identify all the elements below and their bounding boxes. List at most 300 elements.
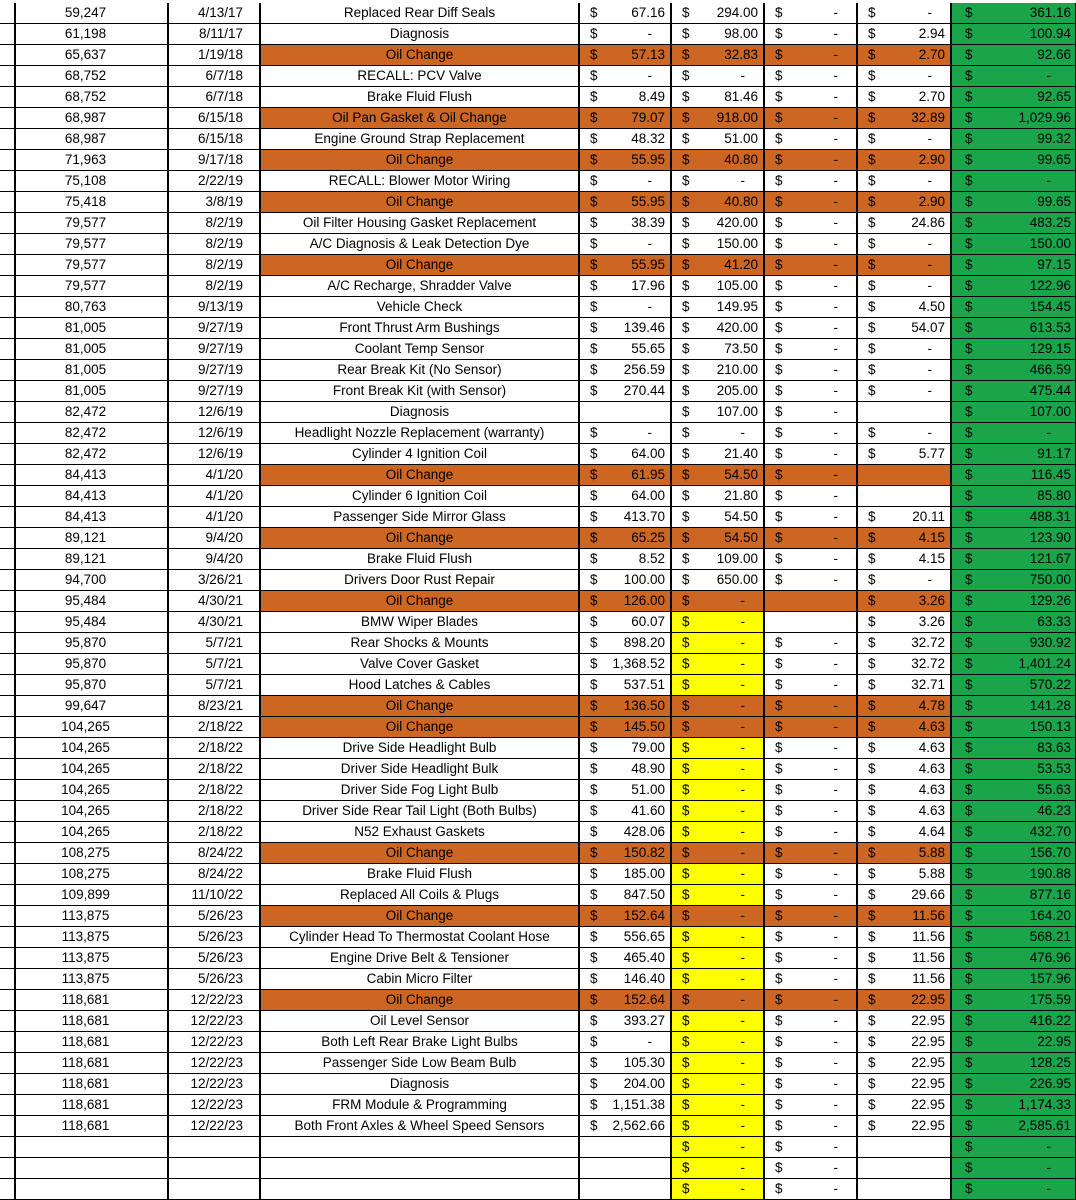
parts-cell[interactable] [578, 1179, 670, 1200]
labor-cell[interactable] [670, 780, 763, 801]
parts-cell[interactable] [578, 1074, 670, 1095]
fee-cell[interactable] [763, 297, 856, 318]
mileage-cell[interactable]: 95,484 [14, 591, 167, 612]
service-cell[interactable]: Cylinder Head To Thermostat Coolant Hose [259, 927, 578, 948]
date-cell[interactable]: 2/18/22 [167, 717, 259, 738]
parts-cell[interactable] [578, 444, 670, 465]
mileage-cell[interactable]: 118,681 [14, 1011, 167, 1032]
parts-cell[interactable] [578, 45, 670, 66]
fee-cell[interactable] [763, 381, 856, 402]
total-cell[interactable] [950, 696, 1076, 717]
total-cell[interactable] [950, 591, 1076, 612]
parts-cell[interactable] [578, 402, 670, 423]
tax-cell[interactable] [856, 528, 950, 549]
labor-cell[interactable] [670, 507, 763, 528]
tax-cell[interactable] [856, 213, 950, 234]
service-cell[interactable]: Oil Filter Housing Gasket Replacement [259, 213, 578, 234]
total-cell[interactable] [950, 528, 1076, 549]
tax-cell[interactable] [856, 1053, 950, 1074]
fee-cell[interactable] [763, 969, 856, 990]
date-cell[interactable]: 12/6/19 [167, 402, 259, 423]
labor-cell[interactable] [670, 864, 763, 885]
tax-cell[interactable] [856, 738, 950, 759]
mileage-cell[interactable]: 68,752 [14, 66, 167, 87]
labor-cell[interactable] [670, 45, 763, 66]
service-cell[interactable]: Rear Break Kit (No Sensor) [259, 360, 578, 381]
tax-cell[interactable] [856, 1032, 950, 1053]
date-cell[interactable]: 12/22/23 [167, 1095, 259, 1116]
service-cell[interactable]: Passenger Side Mirror Glass [259, 507, 578, 528]
tax-cell[interactable] [856, 276, 950, 297]
date-cell[interactable]: 8/2/19 [167, 276, 259, 297]
total-cell[interactable] [950, 1074, 1076, 1095]
tax-cell[interactable] [856, 570, 950, 591]
service-cell[interactable]: Valve Cover Gasket [259, 654, 578, 675]
date-cell[interactable]: 8/24/22 [167, 864, 259, 885]
parts-cell[interactable] [578, 192, 670, 213]
fee-cell[interactable] [763, 864, 856, 885]
service-cell[interactable] [259, 1137, 578, 1158]
parts-cell[interactable] [578, 423, 670, 444]
mileage-cell[interactable]: 94,700 [14, 570, 167, 591]
labor-cell[interactable] [670, 381, 763, 402]
parts-cell[interactable] [578, 990, 670, 1011]
fee-cell[interactable] [763, 255, 856, 276]
fee-cell[interactable] [763, 1095, 856, 1116]
total-cell[interactable] [950, 969, 1076, 990]
parts-cell[interactable] [578, 696, 670, 717]
fee-cell[interactable] [763, 276, 856, 297]
date-cell[interactable]: 3/26/21 [167, 570, 259, 591]
tax-cell[interactable] [856, 1116, 950, 1137]
date-cell[interactable]: 12/22/23 [167, 1032, 259, 1053]
date-cell[interactable]: 12/6/19 [167, 423, 259, 444]
date-cell[interactable]: 12/22/23 [167, 1116, 259, 1137]
total-cell[interactable] [950, 318, 1076, 339]
fee-cell[interactable] [763, 822, 856, 843]
service-cell[interactable]: Oil Change [259, 906, 578, 927]
fee-cell[interactable] [763, 948, 856, 969]
fee-cell[interactable] [763, 318, 856, 339]
mileage-cell[interactable]: 113,875 [14, 969, 167, 990]
date-cell[interactable]: 4/1/20 [167, 486, 259, 507]
tax-cell[interactable] [856, 864, 950, 885]
fee-cell[interactable] [763, 927, 856, 948]
tax-cell[interactable] [856, 885, 950, 906]
service-cell[interactable]: Driver Side Rear Tail Light (Both Bulbs) [259, 801, 578, 822]
fee-cell[interactable] [763, 444, 856, 465]
mileage-cell[interactable]: 82,472 [14, 402, 167, 423]
date-cell[interactable]: 9/4/20 [167, 528, 259, 549]
date-cell[interactable]: 5/7/21 [167, 654, 259, 675]
tax-cell[interactable] [856, 759, 950, 780]
fee-cell[interactable] [763, 45, 856, 66]
mileage-cell[interactable]: 82,472 [14, 444, 167, 465]
tax-cell[interactable] [856, 45, 950, 66]
date-cell[interactable]: 5/26/23 [167, 948, 259, 969]
date-cell[interactable]: 4/1/20 [167, 465, 259, 486]
date-cell[interactable]: 8/11/17 [167, 24, 259, 45]
fee-cell[interactable] [763, 486, 856, 507]
service-cell[interactable]: Both Front Axles & Wheel Speed Sensors [259, 1116, 578, 1137]
fee-cell[interactable] [763, 402, 856, 423]
parts-cell[interactable] [578, 1158, 670, 1179]
mileage-cell[interactable]: 89,121 [14, 528, 167, 549]
parts-cell[interactable] [578, 906, 670, 927]
service-cell[interactable]: Diagnosis [259, 402, 578, 423]
date-cell[interactable]: 9/4/20 [167, 549, 259, 570]
total-cell[interactable] [950, 444, 1076, 465]
date-cell[interactable]: 8/2/19 [167, 255, 259, 276]
fee-cell[interactable] [763, 717, 856, 738]
tax-cell[interactable] [856, 906, 950, 927]
service-cell[interactable]: Hood Latches & Cables [259, 675, 578, 696]
parts-cell[interactable] [578, 339, 670, 360]
tax-cell[interactable] [856, 633, 950, 654]
parts-cell[interactable] [578, 1116, 670, 1137]
tax-cell[interactable] [856, 990, 950, 1011]
service-cell[interactable]: Front Thrust Arm Bushings [259, 318, 578, 339]
total-cell[interactable] [950, 906, 1076, 927]
parts-cell[interactable] [578, 276, 670, 297]
service-cell[interactable]: FRM Module & Programming [259, 1095, 578, 1116]
fee-cell[interactable] [763, 1074, 856, 1095]
mileage-cell[interactable]: 79,577 [14, 255, 167, 276]
date-cell[interactable]: 4/1/20 [167, 507, 259, 528]
labor-cell[interactable] [670, 213, 763, 234]
fee-cell[interactable] [763, 843, 856, 864]
labor-cell[interactable] [670, 150, 763, 171]
labor-cell[interactable] [670, 402, 763, 423]
date-cell[interactable]: 3/8/19 [167, 192, 259, 213]
tax-cell[interactable] [856, 297, 950, 318]
labor-cell[interactable] [670, 990, 763, 1011]
total-cell[interactable] [950, 171, 1076, 192]
labor-cell[interactable] [670, 1116, 763, 1137]
total-cell[interactable] [950, 843, 1076, 864]
fee-cell[interactable] [763, 528, 856, 549]
labor-cell[interactable] [670, 885, 763, 906]
mileage-cell[interactable]: 79,577 [14, 234, 167, 255]
service-cell[interactable] [259, 1179, 578, 1200]
date-cell[interactable]: 12/22/23 [167, 1053, 259, 1074]
service-cell[interactable]: BMW Wiper Blades [259, 612, 578, 633]
service-cell[interactable]: Coolant Temp Sensor [259, 339, 578, 360]
fee-cell[interactable] [763, 465, 856, 486]
total-cell[interactable] [950, 507, 1076, 528]
fee-cell[interactable] [763, 171, 856, 192]
parts-cell[interactable] [578, 717, 670, 738]
date-cell[interactable] [167, 1158, 259, 1179]
total-cell[interactable] [950, 654, 1076, 675]
tax-cell[interactable] [856, 969, 950, 990]
total-cell[interactable] [950, 633, 1076, 654]
total-cell[interactable] [950, 885, 1076, 906]
total-cell[interactable] [950, 1032, 1076, 1053]
total-cell[interactable] [950, 213, 1076, 234]
mileage-cell[interactable]: 71,963 [14, 150, 167, 171]
total-cell[interactable] [950, 486, 1076, 507]
tax-cell[interactable] [856, 1158, 950, 1179]
fee-cell[interactable] [763, 66, 856, 87]
tax-cell[interactable] [856, 1179, 950, 1200]
parts-cell[interactable] [578, 801, 670, 822]
labor-cell[interactable] [670, 801, 763, 822]
mileage-cell[interactable]: 84,413 [14, 465, 167, 486]
service-cell[interactable]: Brake Fluid Flush [259, 864, 578, 885]
parts-cell[interactable] [578, 87, 670, 108]
mileage-cell[interactable]: 68,752 [14, 87, 167, 108]
labor-cell[interactable] [670, 1053, 763, 1074]
mileage-cell[interactable] [14, 1179, 167, 1200]
date-cell[interactable]: 6/7/18 [167, 66, 259, 87]
labor-cell[interactable] [670, 1179, 763, 1200]
tax-cell[interactable] [856, 675, 950, 696]
labor-cell[interactable] [670, 339, 763, 360]
date-cell[interactable]: 6/7/18 [167, 87, 259, 108]
tax-cell[interactable] [856, 129, 950, 150]
mileage-cell[interactable]: 68,987 [14, 108, 167, 129]
total-cell[interactable] [950, 1095, 1076, 1116]
tax-cell[interactable] [856, 444, 950, 465]
tax-cell[interactable] [856, 696, 950, 717]
tax-cell[interactable] [856, 1011, 950, 1032]
service-cell[interactable]: Vehicle Check [259, 297, 578, 318]
total-cell[interactable] [950, 255, 1076, 276]
labor-cell[interactable] [670, 276, 763, 297]
fee-cell[interactable] [763, 87, 856, 108]
total-cell[interactable] [950, 150, 1076, 171]
date-cell[interactable]: 8/24/22 [167, 843, 259, 864]
total-cell[interactable] [950, 360, 1076, 381]
tax-cell[interactable] [856, 843, 950, 864]
parts-cell[interactable] [578, 255, 670, 276]
mileage-cell[interactable]: 99,647 [14, 696, 167, 717]
date-cell[interactable]: 8/2/19 [167, 234, 259, 255]
fee-cell[interactable] [763, 339, 856, 360]
tax-cell[interactable] [856, 234, 950, 255]
service-cell[interactable]: Diagnosis [259, 24, 578, 45]
labor-cell[interactable] [670, 465, 763, 486]
fee-cell[interactable] [763, 423, 856, 444]
total-cell[interactable] [950, 1179, 1076, 1200]
total-cell[interactable] [950, 927, 1076, 948]
date-cell[interactable]: 8/2/19 [167, 213, 259, 234]
mileage-cell[interactable]: 95,870 [14, 675, 167, 696]
total-cell[interactable] [950, 612, 1076, 633]
service-cell[interactable]: Cylinder 6 Ignition Coil [259, 486, 578, 507]
tax-cell[interactable] [856, 150, 950, 171]
date-cell[interactable]: 6/15/18 [167, 108, 259, 129]
total-cell[interactable] [950, 759, 1076, 780]
tax-cell[interactable] [856, 1137, 950, 1158]
mileage-cell[interactable] [14, 1158, 167, 1179]
tax-cell[interactable] [856, 360, 950, 381]
tax-cell[interactable] [856, 612, 950, 633]
labor-cell[interactable] [670, 318, 763, 339]
total-cell[interactable] [950, 822, 1076, 843]
parts-cell[interactable] [578, 675, 670, 696]
total-cell[interactable] [950, 3, 1076, 24]
mileage-cell[interactable]: 104,265 [14, 717, 167, 738]
service-cell[interactable]: Oil Change [259, 717, 578, 738]
parts-cell[interactable] [578, 465, 670, 486]
service-cell[interactable]: Oil Change [259, 465, 578, 486]
service-cell[interactable]: Oil Change [259, 591, 578, 612]
labor-cell[interactable] [670, 633, 763, 654]
labor-cell[interactable] [670, 717, 763, 738]
tax-cell[interactable] [856, 423, 950, 444]
tax-cell[interactable] [856, 549, 950, 570]
fee-cell[interactable] [763, 507, 856, 528]
labor-cell[interactable] [670, 3, 763, 24]
service-cell[interactable]: Oil Change [259, 696, 578, 717]
service-cell[interactable]: Replaced Rear Diff Seals [259, 3, 578, 24]
labor-cell[interactable] [670, 906, 763, 927]
parts-cell[interactable] [578, 381, 670, 402]
service-cell[interactable]: Oil Level Sensor [259, 1011, 578, 1032]
total-cell[interactable] [950, 948, 1076, 969]
mileage-cell[interactable]: 104,265 [14, 780, 167, 801]
service-cell[interactable]: Passenger Side Low Beam Bulb [259, 1053, 578, 1074]
service-cell[interactable]: Brake Fluid Flush [259, 549, 578, 570]
mileage-cell[interactable]: 81,005 [14, 381, 167, 402]
tax-cell[interactable] [856, 1095, 950, 1116]
service-cell[interactable]: Oil Change [259, 192, 578, 213]
total-cell[interactable] [950, 192, 1076, 213]
parts-cell[interactable] [578, 969, 670, 990]
total-cell[interactable] [950, 45, 1076, 66]
date-cell[interactable]: 9/27/19 [167, 360, 259, 381]
tax-cell[interactable] [856, 318, 950, 339]
parts-cell[interactable] [578, 129, 670, 150]
service-cell[interactable]: Oil Change [259, 150, 578, 171]
mileage-cell[interactable]: 79,577 [14, 276, 167, 297]
mileage-cell[interactable]: 75,418 [14, 192, 167, 213]
fee-cell[interactable] [763, 1158, 856, 1179]
fee-cell[interactable] [763, 213, 856, 234]
mileage-cell[interactable]: 89,121 [14, 549, 167, 570]
labor-cell[interactable] [670, 192, 763, 213]
date-cell[interactable] [167, 1137, 259, 1158]
service-cell[interactable]: Driver Side Headlight Bulk [259, 759, 578, 780]
tax-cell[interactable] [856, 780, 950, 801]
parts-cell[interactable] [578, 3, 670, 24]
date-cell[interactable]: 2/18/22 [167, 780, 259, 801]
total-cell[interactable] [950, 990, 1076, 1011]
parts-cell[interactable] [578, 1095, 670, 1116]
parts-cell[interactable] [578, 108, 670, 129]
parts-cell[interactable] [578, 948, 670, 969]
parts-cell[interactable] [578, 1137, 670, 1158]
date-cell[interactable]: 9/17/18 [167, 150, 259, 171]
parts-cell[interactable] [578, 927, 670, 948]
parts-cell[interactable] [578, 318, 670, 339]
fee-cell[interactable] [763, 591, 856, 612]
fee-cell[interactable] [763, 759, 856, 780]
labor-cell[interactable] [670, 570, 763, 591]
service-cell[interactable]: Cabin Micro Filter [259, 969, 578, 990]
fee-cell[interactable] [763, 1116, 856, 1137]
date-cell[interactable]: 9/27/19 [167, 339, 259, 360]
labor-cell[interactable] [670, 675, 763, 696]
parts-cell[interactable] [578, 1053, 670, 1074]
parts-cell[interactable] [578, 1032, 670, 1053]
tax-cell[interactable] [856, 66, 950, 87]
labor-cell[interactable] [670, 1011, 763, 1032]
mileage-cell[interactable]: 61,198 [14, 24, 167, 45]
total-cell[interactable] [950, 570, 1076, 591]
labor-cell[interactable] [670, 1032, 763, 1053]
fee-cell[interactable] [763, 801, 856, 822]
service-cell[interactable]: Brake Fluid Flush [259, 87, 578, 108]
labor-cell[interactable] [670, 948, 763, 969]
parts-cell[interactable] [578, 213, 670, 234]
total-cell[interactable] [950, 1158, 1076, 1179]
service-cell[interactable]: Oil Change [259, 255, 578, 276]
mileage-cell[interactable]: 81,005 [14, 318, 167, 339]
service-cell[interactable]: Rear Shocks & Mounts [259, 633, 578, 654]
mileage-cell[interactable]: 104,265 [14, 801, 167, 822]
total-cell[interactable] [950, 1053, 1076, 1074]
tax-cell[interactable] [856, 3, 950, 24]
service-cell[interactable]: Drive Side Headlight Bulb [259, 738, 578, 759]
tax-cell[interactable] [856, 927, 950, 948]
labor-cell[interactable] [670, 927, 763, 948]
fee-cell[interactable] [763, 654, 856, 675]
labor-cell[interactable] [670, 444, 763, 465]
tax-cell[interactable] [856, 465, 950, 486]
parts-cell[interactable] [578, 654, 670, 675]
total-cell[interactable] [950, 1011, 1076, 1032]
fee-cell[interactable] [763, 780, 856, 801]
labor-cell[interactable] [670, 969, 763, 990]
labor-cell[interactable] [670, 822, 763, 843]
labor-cell[interactable] [670, 612, 763, 633]
labor-cell[interactable] [670, 1074, 763, 1095]
total-cell[interactable] [950, 24, 1076, 45]
fee-cell[interactable] [763, 1137, 856, 1158]
mileage-cell[interactable]: 80,763 [14, 297, 167, 318]
labor-cell[interactable] [670, 66, 763, 87]
parts-cell[interactable] [578, 297, 670, 318]
total-cell[interactable] [950, 297, 1076, 318]
date-cell[interactable]: 5/26/23 [167, 927, 259, 948]
labor-cell[interactable] [670, 87, 763, 108]
labor-cell[interactable] [670, 234, 763, 255]
total-cell[interactable] [950, 738, 1076, 759]
mileage-cell[interactable]: 118,681 [14, 1116, 167, 1137]
labor-cell[interactable] [670, 423, 763, 444]
mileage-cell[interactable]: 84,413 [14, 486, 167, 507]
mileage-cell[interactable]: 118,681 [14, 1074, 167, 1095]
service-cell[interactable]: Oil Change [259, 990, 578, 1011]
total-cell[interactable] [950, 234, 1076, 255]
date-cell[interactable]: 9/27/19 [167, 381, 259, 402]
total-cell[interactable] [950, 423, 1076, 444]
labor-cell[interactable] [670, 528, 763, 549]
date-cell[interactable]: 4/13/17 [167, 3, 259, 24]
date-cell[interactable]: 8/23/21 [167, 696, 259, 717]
total-cell[interactable] [950, 675, 1076, 696]
fee-cell[interactable] [763, 885, 856, 906]
date-cell[interactable] [167, 1179, 259, 1200]
total-cell[interactable] [950, 801, 1076, 822]
fee-cell[interactable] [763, 129, 856, 150]
parts-cell[interactable] [578, 549, 670, 570]
date-cell[interactable]: 2/18/22 [167, 738, 259, 759]
fee-cell[interactable] [763, 570, 856, 591]
